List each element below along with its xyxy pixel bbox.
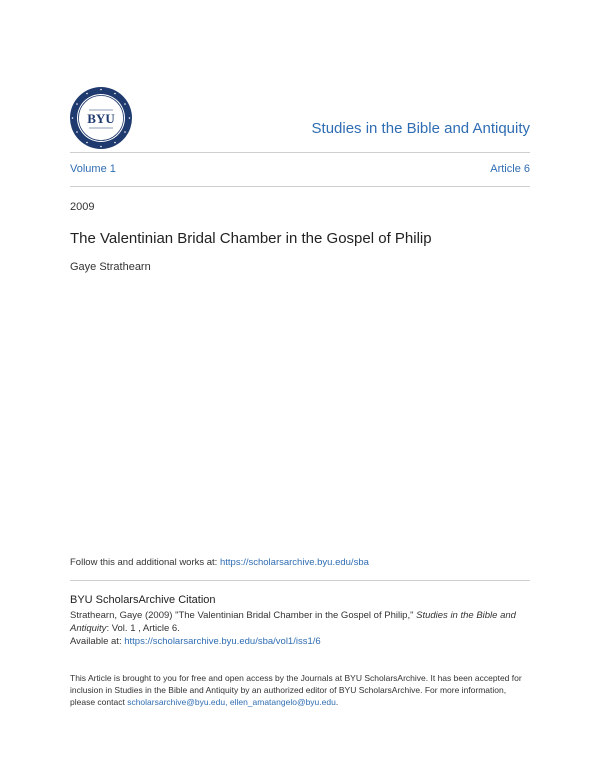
divider [70, 186, 530, 187]
follow-line [70, 557, 369, 568]
follow-link[interactable]: https://scholarsarchive.byu.edu/sba [219, 557, 369, 568]
citation-journal: Studies in the Bible and Antiquity [70, 610, 516, 634]
byu-seal-logo [69, 86, 133, 150]
divider [70, 580, 530, 581]
citation-link[interactable]: https://scholarsarchive.byu.edu/sba/vol1/iss1/6 [124, 636, 321, 647]
journal-title-link[interactable]: Studies in the Bible and Antiquity [311, 120, 530, 137]
article-title: The Valentinian Bridal Chamber in the Gospel of Philip [70, 230, 432, 247]
volume-link[interactable]: Volume 1 [70, 163, 116, 175]
notice-end: . [335, 697, 339, 707]
citation-before: Strathearn, Gaye (2009) "The Valentinian Bridal Chamber in the Gospel of Philip," [70, 610, 417, 621]
notice-text: This Article is brought to you for free and open access by the Journals at BYU ScholarsArchive. It has been accepted for inclusion in Studies in the Bible and Antiquity by an authorized editor of BYU ScholarsArchive. For more information, please contact [70, 673, 522, 707]
seal-logo-text: BYU [87, 111, 115, 126]
available-prefix: Available at: [70, 636, 125, 647]
divider [70, 152, 530, 153]
citation-after: : Vol. 1 , Article 6. [106, 623, 180, 634]
article-link[interactable]: Article 6 [490, 163, 530, 175]
author-name: Gaye Strathearn [70, 261, 151, 273]
citation-heading: BYU ScholarsArchive Citation [70, 594, 216, 606]
access-notice [70, 672, 530, 708]
contact-email-link[interactable]: scholarsarchive@byu.edu, ellen_amatangelo@byu.edu [127, 697, 336, 707]
citation-text [70, 609, 540, 648]
follow-prefix: Follow this and additional works at: [70, 557, 220, 568]
publication-year: 2009 [70, 201, 95, 213]
